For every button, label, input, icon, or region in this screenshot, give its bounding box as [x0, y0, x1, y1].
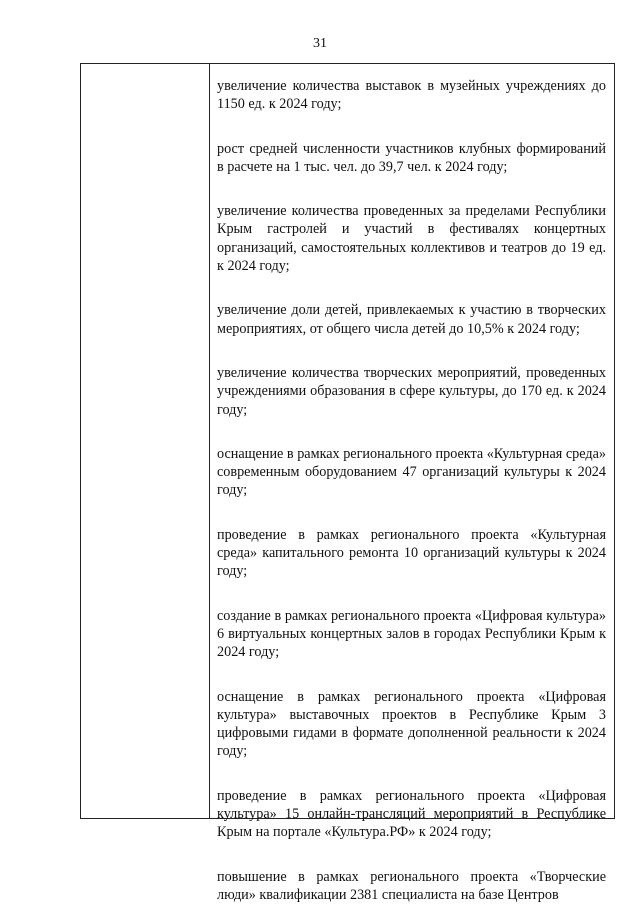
list-item: увеличение количества проведенных за пределами Республики Крым гастролей и участий в фестивалях концертных организаций, самостоятельных коллективов и театров до 19 ед. к 2024 году;: [217, 203, 606, 275]
list-item: создание в рамках регионального проекта «Цифровая культура» 6 виртуальных концертных залов в городах Республики Крым к 2024 году;: [217, 607, 606, 661]
list-item: повышение в рамках регионального проекта «Творческие люди» квалификации 2381 специалиста на базе Центров: [217, 868, 606, 903]
list-item: рост средней численности участников клубных формирований в расчете на 1 тыс. чел. до 39,7 чел. к 2024 году;: [217, 140, 606, 175]
page-number: 31: [313, 36, 327, 51]
document-table: [80, 63, 615, 903]
list-item: увеличение количества творческих мероприятий, проведенных учреждениями образования в сфере культуры, до 170 ед. к 2024 году;: [217, 364, 606, 418]
list-item: увеличение доли детей, привлекаемых к участию в творческих мероприятиях, от общего числа детей до 10,5% к 2024 году;: [217, 302, 606, 337]
list-item: проведение в рамках регионального проекта «Культурная среда» капитального ремонта 10 организаций культуры к 2024 году;: [217, 526, 606, 580]
list-item: проведение в рамках регионального проекта «Цифровая культура» 15 онлайн-трансляций мероприятий в Республике Крым на портале «Культура.РФ» к 2024 году;: [217, 787, 606, 841]
list-item: увеличение количества выставок в музейных учреждениях до 1150 ед. к 2024 году;: [217, 78, 606, 113]
list-item: оснащение в рамках регионального проекта «Культурная среда» современным оборудованием 47 организаций культуры к 2024 году;: [217, 445, 606, 499]
table-left-cell: [81, 64, 210, 818]
table-right-cell: [210, 64, 614, 903]
list-item: оснащение в рамках регионального проекта «Цифровая культура» выставочных проектов в Республике Крым 3 цифровыми гидами в формате дополненной реальности к 2024 году;: [217, 688, 606, 760]
